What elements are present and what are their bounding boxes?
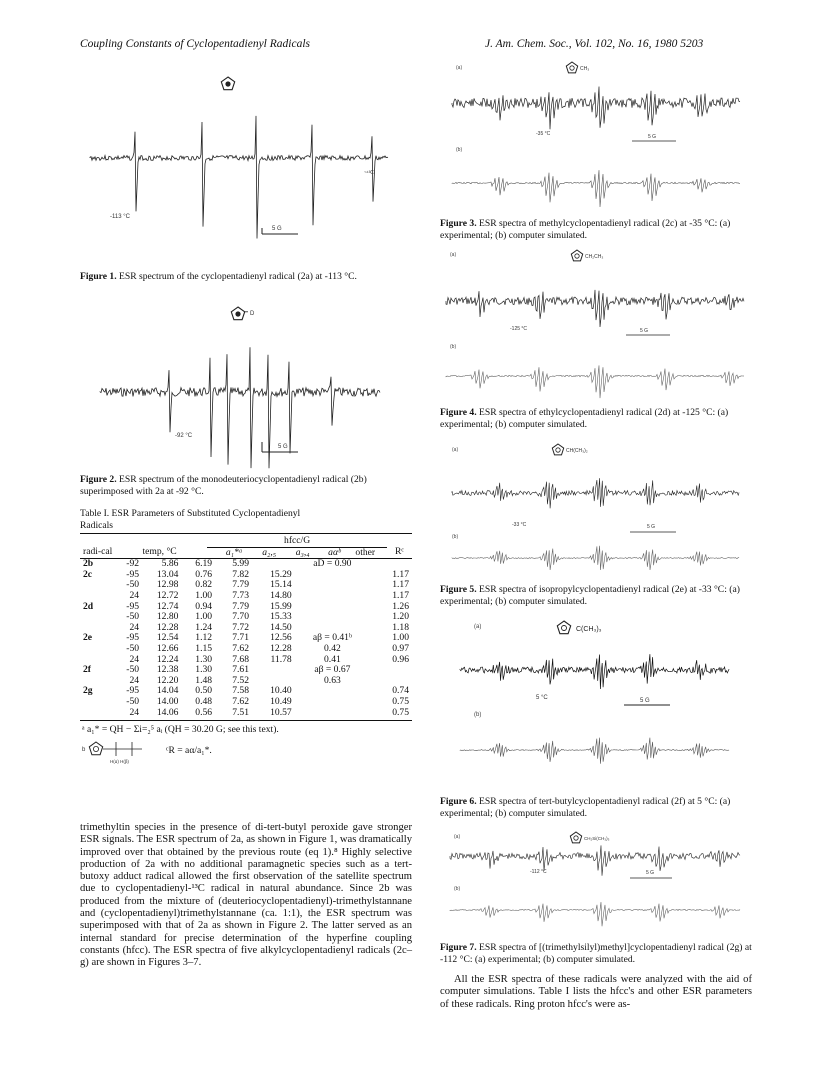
table-cell: 7.79 bbox=[232, 600, 249, 612]
figure-5-spectra bbox=[440, 438, 750, 576]
table-cell: 7.51 bbox=[232, 706, 249, 718]
table-cell bbox=[295, 580, 370, 591]
table-cell: 0.97 bbox=[392, 642, 409, 654]
table-cell: 1.00 bbox=[195, 589, 213, 601]
running-head-right: J. Am. Chem. Soc., Vol. 102, No. 16, 1980 5203 bbox=[485, 38, 704, 50]
table-cell: -50 bbox=[126, 695, 140, 707]
table-row bbox=[80, 644, 412, 655]
table-cell bbox=[252, 665, 295, 676]
table-cell: 7.61 bbox=[232, 664, 249, 676]
figure-7-temp: -112 °C bbox=[530, 869, 547, 875]
figure-6-text: ESR spectra of tert-butylcyclopentadienyl radical (2f) at 5 °C: (a) experimental; (b) computer simulated. bbox=[440, 796, 731, 819]
table-footnote-a: ᵃ a₁* = QH − Σi=₂⁵ aᵢ (QH = 30.20 G; see this text). bbox=[82, 724, 279, 736]
table-cell bbox=[295, 602, 370, 613]
figure-5-b-label: (b) bbox=[452, 534, 459, 540]
table-header-cell: other bbox=[355, 546, 376, 558]
table-cell: -95 bbox=[126, 600, 140, 612]
table-cell: 2c bbox=[83, 568, 93, 580]
table-cell: 10.49 bbox=[270, 695, 292, 707]
figure-7-struct-label: CH₂Si(CH₃)₃ bbox=[584, 836, 610, 841]
figure-7-b-label: (b) bbox=[454, 886, 461, 892]
table-cell bbox=[295, 612, 370, 623]
running-head-left: Coupling Constants of Cyclopentadienyl Radicals bbox=[80, 38, 310, 50]
table-cell: -92 bbox=[126, 558, 140, 570]
figure-1-13c-label: ~¹³C bbox=[364, 170, 374, 176]
figure-2-caption bbox=[80, 474, 410, 497]
table-cell: 14.00 bbox=[156, 695, 179, 707]
methyl-cp-structure-icon bbox=[566, 62, 577, 73]
figure-1-temp: -113 °C bbox=[110, 214, 130, 220]
figure-3-text: ESR spectra of methylcyclopentadienyl radical (2c) at -35 °C: (a) experimental; (b) computer simulated. bbox=[440, 218, 731, 241]
table-cell: 0.63 bbox=[324, 674, 341, 686]
table-cell: 15.99 bbox=[270, 600, 292, 612]
table-cell: 12.66 bbox=[156, 642, 179, 654]
figure-6-b-label: (b) bbox=[474, 712, 482, 718]
figure-7-text: ESR spectra of [(trimethylsilyl)methyl]cyclopentadienyl radical (2g) at -112 °C: (a) experimental; (b) computer simulated. bbox=[440, 942, 752, 965]
table-header-cell: Rᶜ bbox=[395, 546, 404, 558]
figure-5-a-label: (a) bbox=[452, 447, 459, 453]
figure-5-temp: -33 °C bbox=[512, 522, 527, 528]
table-cell: 0.50 bbox=[195, 685, 213, 697]
figure-6-scale: 5 G bbox=[640, 698, 650, 704]
cyclopentadienyl-structure-icon bbox=[221, 77, 234, 90]
table-cell: 12.74 bbox=[156, 600, 179, 612]
table-cell: 1.12 bbox=[195, 632, 213, 644]
table-cell: 5.99 bbox=[232, 558, 249, 570]
table-cell: aβ = 0.41ᵇ bbox=[312, 632, 352, 644]
table-cell bbox=[80, 697, 109, 708]
table-header-cell: a₃,₄ bbox=[295, 546, 310, 558]
table-cell: 2b bbox=[83, 558, 94, 570]
table-cell: 14.06 bbox=[156, 706, 179, 718]
table-cell: 0.48 bbox=[195, 695, 213, 707]
table-cell: 0.42 bbox=[324, 642, 341, 654]
figure-4-caption bbox=[440, 407, 752, 430]
table-cell: 1.48 bbox=[195, 674, 213, 686]
figure-3-b-label: (b) bbox=[456, 147, 463, 153]
table-cell: 1.17 bbox=[392, 568, 409, 580]
table-cell bbox=[295, 708, 370, 719]
table-cell: 1.26 bbox=[392, 600, 409, 612]
figure-3-spectra bbox=[440, 58, 750, 216]
figure-4-spectra bbox=[440, 246, 750, 398]
figure-3-caption bbox=[440, 218, 752, 241]
table-cell: 0.75 bbox=[392, 695, 409, 707]
figure-6-caption bbox=[440, 796, 752, 819]
figure-5-scale: 5 G bbox=[647, 524, 656, 530]
table-cell: 12.28 bbox=[270, 642, 292, 654]
ethyl-cp-structure-icon bbox=[571, 250, 582, 261]
figure-6-label: Figure 6. bbox=[440, 796, 477, 807]
figure-5-struct-label: CH(CH₃)₂ bbox=[566, 448, 588, 454]
table-cell: 15.33 bbox=[270, 611, 292, 623]
figure-4-text: ESR spectra of ethylcyclopentadienyl radical (2d) at -125 °C: (a) experimental; (b) computer simulated. bbox=[440, 407, 729, 430]
table-cell: -95 bbox=[126, 632, 140, 644]
table-cell: 24 bbox=[129, 653, 140, 665]
table-cell bbox=[295, 591, 370, 602]
body-paragraph-right: All the ESR spectra of these radicals were analyzed with the aid of computer simulations. Table I lists the hfcc's and other ESR parameters of these radicals. Ring proton hfcc's were as- bbox=[440, 974, 752, 1010]
table-cell: 7.73 bbox=[232, 589, 249, 601]
table-cell bbox=[370, 665, 412, 676]
table-cell: 0.74 bbox=[392, 685, 409, 697]
table-cell: aD = 0.90 bbox=[313, 558, 352, 570]
table-cell: 7.68 bbox=[232, 653, 249, 665]
table-cell: 0.96 bbox=[392, 653, 409, 665]
figure-3-label: Figure 3. bbox=[440, 218, 477, 229]
table-cell: 12.98 bbox=[156, 579, 179, 591]
table-cell: 12.38 bbox=[156, 664, 179, 676]
table-cell: 24 bbox=[129, 706, 140, 718]
figure-4-b-label: (b) bbox=[450, 344, 457, 350]
table-cell: 0.75 bbox=[392, 706, 409, 718]
figure-1-text: ESR spectrum of the cyclopentadienyl radical (2a) at -113 °C. bbox=[116, 271, 357, 282]
hfcc-group-header: hfcc/G bbox=[207, 536, 387, 547]
figure-3-temp: -35 °C bbox=[536, 131, 551, 137]
footnote-struct-label: H(α) H(β) bbox=[110, 758, 129, 764]
table-cell: 15.29 bbox=[270, 568, 292, 580]
table-cell: 1.30 bbox=[195, 653, 213, 665]
figure-1-label: Figure 1. bbox=[80, 271, 117, 282]
figure-3-scale: 5 G bbox=[648, 134, 657, 140]
table-cell: 10.57 bbox=[270, 706, 292, 718]
table-cell: -50 bbox=[126, 611, 140, 623]
figure-7-caption bbox=[440, 942, 752, 965]
table-cell: 24 bbox=[129, 589, 140, 601]
deuterio-cyclopentadienyl-structure-icon bbox=[231, 307, 248, 320]
table-footnote-structure bbox=[82, 739, 156, 765]
table-cell: 7.71 bbox=[232, 632, 249, 644]
figure-7-label: Figure 7. bbox=[440, 942, 477, 953]
table-cell: 12.56 bbox=[270, 632, 292, 644]
figure-1-caption bbox=[80, 271, 410, 283]
table-cell: 7.52 bbox=[232, 674, 249, 686]
figure-4-struct-label: CH₂CH₃ bbox=[585, 254, 604, 260]
table-cell: -50 bbox=[126, 664, 140, 676]
table-header-cell: temp, °C bbox=[142, 546, 177, 558]
table-cell: 24 bbox=[129, 621, 140, 633]
table-cell: 12.72 bbox=[156, 589, 179, 601]
figure-5-caption bbox=[440, 584, 752, 607]
table-cell: 1.30 bbox=[195, 664, 213, 676]
figure-3-a-label: (a) bbox=[456, 65, 463, 71]
table-cell: -95 bbox=[126, 685, 140, 697]
table-cell bbox=[80, 580, 109, 591]
figure-4-label: Figure 4. bbox=[440, 407, 477, 418]
table-cell: 2g bbox=[83, 685, 93, 697]
table-cell: 2f bbox=[83, 664, 91, 676]
figure-6-temp: 5 °C bbox=[536, 695, 548, 701]
figure-3-struct-label: CH₃ bbox=[580, 66, 590, 72]
figure-6-struct-label: C(CH₃)₃ bbox=[576, 626, 602, 633]
table-cell: 2e bbox=[83, 632, 93, 644]
figure-5-label: Figure 5. bbox=[440, 584, 477, 595]
table-cell: 1.24 bbox=[195, 621, 213, 633]
figure-2-label: Figure 2. bbox=[80, 474, 117, 485]
table-cell: -95 bbox=[126, 568, 140, 580]
figure-2-temp: -92 °C bbox=[175, 433, 193, 439]
table-cell: 0.76 bbox=[195, 568, 213, 580]
table-cell: 12.20 bbox=[156, 674, 179, 686]
table-cell: -50 bbox=[126, 579, 140, 591]
table-cell bbox=[80, 591, 109, 602]
table-cell: 14.50 bbox=[270, 621, 292, 633]
table-cell: 12.28 bbox=[156, 621, 179, 633]
table-cell: 0.94 bbox=[195, 600, 213, 612]
table-cell: 7.82 bbox=[232, 568, 249, 580]
figure-1-spectrum bbox=[80, 58, 410, 268]
figure-2-spectrum bbox=[80, 292, 410, 464]
figure-6-spectra bbox=[440, 616, 750, 782]
svg-text:b: b bbox=[82, 746, 86, 753]
table-cell bbox=[80, 644, 109, 655]
table-row bbox=[80, 591, 412, 602]
table-cell bbox=[295, 570, 370, 581]
table-1 bbox=[80, 533, 412, 765]
tms-methyl-cp-structure-icon bbox=[570, 832, 581, 843]
table-cell: 12.24 bbox=[156, 653, 179, 665]
table-cell: 1.18 bbox=[392, 621, 409, 633]
tert-butyl-cp-structure-icon bbox=[557, 621, 570, 634]
table-header-cell: a₂,₅ bbox=[262, 546, 277, 558]
table-header-cell: radi-cal bbox=[83, 546, 113, 558]
table-row bbox=[80, 697, 412, 708]
figure-7-a-label: (a) bbox=[454, 834, 461, 840]
table-cell: 13.04 bbox=[156, 568, 179, 580]
table-cell: 12.80 bbox=[156, 611, 179, 623]
table-cell: 7.79 bbox=[232, 579, 249, 591]
table-cell: 1.17 bbox=[392, 589, 409, 601]
table-header-cell: aαᵇ bbox=[328, 546, 341, 558]
table-cell: 10.40 bbox=[270, 685, 292, 697]
figure-2-scale: 5 G bbox=[278, 444, 288, 450]
table-cell bbox=[80, 708, 109, 719]
table-cell: 2d bbox=[83, 600, 94, 612]
figure-2-text: ESR spectrum of the monodeuteriocyclopentadienyl radical (2b) superimposed with 2a at -92 °C. bbox=[80, 474, 367, 497]
table-cell bbox=[295, 697, 370, 708]
table-cell: 6.19 bbox=[195, 558, 213, 570]
figure-4-a-label: (a) bbox=[450, 252, 457, 258]
table-cell: 12.54 bbox=[156, 632, 179, 644]
table-cell: aβ = 0.67 bbox=[314, 664, 351, 676]
figure-7-scale: 5 G bbox=[646, 870, 655, 876]
figure-4-temp: -125 °C bbox=[510, 326, 528, 332]
table-cell: 5.86 bbox=[161, 558, 179, 570]
table-cell: 1.17 bbox=[392, 579, 409, 591]
table-cell: 0.56 bbox=[195, 706, 213, 718]
table-cell: 1.00 bbox=[392, 632, 409, 644]
table-cell: 7.62 bbox=[232, 695, 249, 707]
table-cell: 0.41 bbox=[324, 653, 341, 665]
table-cell: 7.62 bbox=[232, 642, 249, 654]
table-cell bbox=[295, 686, 370, 697]
table-cell: 15.14 bbox=[270, 579, 292, 591]
figure-7-spectra bbox=[440, 826, 750, 930]
isopropyl-cp-structure-icon bbox=[552, 444, 563, 455]
table-cell: -50 bbox=[126, 642, 140, 654]
table-cell: 14.80 bbox=[270, 589, 292, 601]
figure-4-scale: 5 G bbox=[640, 328, 649, 334]
table-cell: 7.70 bbox=[232, 611, 249, 623]
table-cell: 14.04 bbox=[156, 685, 179, 697]
table-1-title: Table I. ESR Parameters of Substituted Cyclopentadienyl Radicals bbox=[80, 508, 301, 531]
table-cell: 7.58 bbox=[232, 685, 249, 697]
table-header-group-row bbox=[80, 536, 412, 547]
table-cell: 7.72 bbox=[232, 621, 249, 633]
table-header-cell: a₁*ᵃ bbox=[225, 546, 243, 558]
table-cell bbox=[80, 612, 109, 623]
table-cell: 1.00 bbox=[195, 611, 213, 623]
table-cell: 1.20 bbox=[392, 611, 409, 623]
table-cell: 11.78 bbox=[270, 653, 292, 665]
table-cell: 0.82 bbox=[195, 579, 213, 591]
body-paragraph-left: trimethyltin species in the presence of di-tert-butyl peroxide gave stronger ESR signals. The ESR spectrum of 2a, as shown in Figure 1, was dramatically improved over that obtained by the previous route (eq 1).⁸ Highly selective production of 2a with no additional paramagnetic species such as a tert-butoxy adduct radical allowed the first observation of the satellite spectrum due to cyclopentadienyl-¹³C radical in natural abundance. Since 2b was produced from the mixture of (deuteriocyclopentadienyl)-trimethylstannane and (cyclopentadienyl)trimethylstannane (ca. 1:1), the ESR spectrum was superimposed with that of 2a as shown in Figure 2. The latter served as an internal standard for precise determination of the hyperfine coupling constants (hfcc). The ESR spectra of five alkylcyclopentadienyl radicals (2c–g) are shown in Figures 3–7. bbox=[80, 822, 412, 969]
table-cell: 24 bbox=[129, 674, 140, 686]
table-row bbox=[80, 708, 412, 719]
figure-6-a-label: (a) bbox=[474, 624, 482, 630]
table-cell: 1.15 bbox=[195, 642, 213, 654]
figure-2-struct-label: D bbox=[250, 311, 255, 317]
table-header-row bbox=[80, 547, 412, 558]
figure-1-scale: 5 G bbox=[272, 226, 282, 232]
table-footnote-c: ᶜR = aα/a₁*. bbox=[166, 744, 212, 756]
figure-5-text: ESR spectra of isopropylcyclopentadienyl radical (2e) at -33 °C: (a) experimental; (b) computer simulated. bbox=[440, 584, 740, 607]
